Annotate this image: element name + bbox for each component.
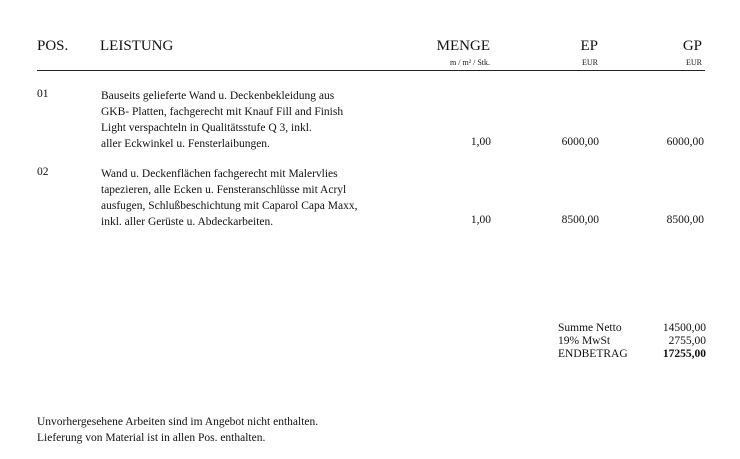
column-unit-gp: EUR [686, 58, 702, 67]
item-pos: 02 [37, 166, 49, 178]
item-description-line: tapezieren, alle Ecken u. Fensteranschlüsse mit Acryl [101, 184, 347, 196]
item-description [101, 88, 421, 152]
column-header-pos: POS. [37, 38, 69, 54]
totals-endbetrag-row [558, 348, 706, 361]
item-menge: 1,00 [470, 136, 491, 148]
item-ep: 8500,00 [561, 214, 599, 226]
column-header-ep: EP [580, 38, 598, 54]
totals-netto-label: Summe Netto [558, 322, 622, 334]
totals-mwst-label: 19% MwSt [558, 335, 611, 347]
column-unit-menge: m / m² / Stk. [450, 58, 490, 67]
item-description-line: ausfugen, Schlußbeschichtung mit Caparol Capa Maxx, [101, 200, 358, 212]
item-description-line: Bauseits gelieferte Wand u. Deckenbekleidung aus [101, 90, 335, 102]
item-gp: 8500,00 [666, 214, 704, 226]
column-header-gp: GP [682, 38, 702, 54]
item-description [101, 166, 421, 230]
totals-mwst-row [558, 335, 706, 348]
column-unit-ep: EUR [582, 58, 598, 67]
header-divider [37, 70, 705, 71]
footer-note-line: Unvorhergesehene Arbeiten sind im Angebot nicht enthalten. [37, 416, 319, 428]
totals-netto-row [558, 322, 706, 335]
item-ep: 6000,00 [561, 136, 599, 148]
item-gp: 6000,00 [666, 136, 704, 148]
totals-endbetrag-label: ENDBETRAG [558, 348, 628, 360]
item-description-line: inkl. aller Gerüste u. Abdeckarbeiten. [101, 216, 274, 228]
item-description-line: Light verspachteln in Qualitätsstufe Q 3, inkl. [101, 122, 312, 134]
totals-mwst-value: 2755,00 [668, 335, 706, 347]
item-description-line: aller Eckwinkel u. Fensterlaibungen. [101, 138, 270, 150]
column-header-leistung: LEISTUNG [100, 38, 174, 54]
column-header-menge: MENGE [436, 38, 490, 54]
footer-note-line: Lieferung von Material ist in allen Pos. enthalten. [37, 432, 266, 444]
footer-notes [37, 414, 318, 446]
item-pos: 01 [37, 88, 49, 100]
item-description-line: Wand u. Deckenflächen fachgerecht mit Malervlies [101, 168, 338, 180]
totals-block [558, 322, 706, 361]
totals-netto-value: 14500,00 [662, 322, 706, 334]
item-description-line: GKB- Platten, fachgerecht mit Knauf Fill and Finish [101, 106, 344, 118]
item-menge: 1,00 [470, 214, 491, 226]
totals-endbetrag-value: 17255,00 [662, 348, 706, 360]
